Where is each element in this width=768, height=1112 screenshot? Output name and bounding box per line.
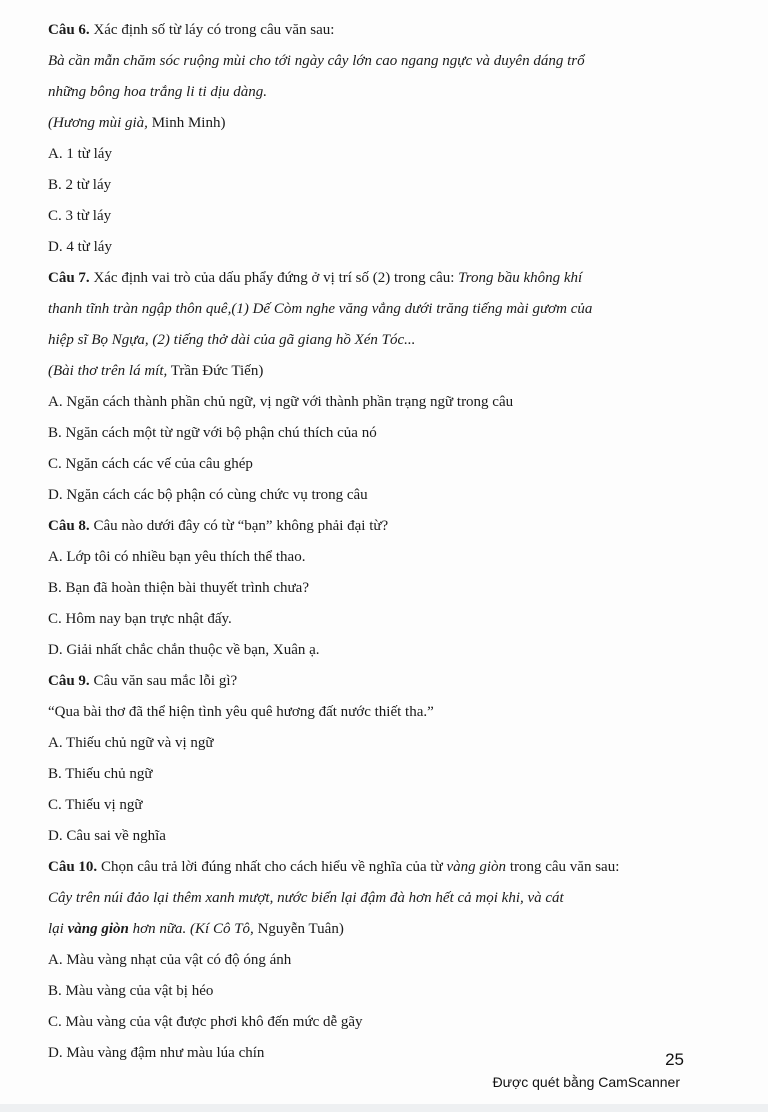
- question-number: Câu 6.: [48, 22, 90, 38]
- question-10-source: (Kí Cô Tô,: [186, 921, 254, 937]
- answer-option: A. Lớp tôi có nhiều bạn yêu thích thể thao.: [48, 549, 306, 565]
- question-6-prompt: Câu 6. Xác định số từ láy có trong câu văn sau:: [48, 22, 335, 38]
- scanner-watermark: Được quét bằng CamScanner: [492, 1074, 680, 1090]
- exam-content: [48, 20, 738, 1074]
- question-6-quote: những bông hoa trắng li ti dịu dàng.: [48, 84, 268, 100]
- question-number: Câu 9.: [48, 673, 90, 689]
- answer-option: A. 1 từ láy: [48, 146, 112, 162]
- question-9-quote: “Qua bài thơ đã thể hiện tình yêu quê hương đất nước thiết tha.”: [48, 704, 434, 720]
- question-7-source: (Bài thơ trên lá mít, Trần Đức Tiến): [48, 363, 264, 379]
- page-number: 25: [665, 1050, 684, 1069]
- question-7-quote: thanh tĩnh tràn ngập thôn quê,(1) Dế Còm nghe văng vẳng dưới trăng tiếng mài gươm của: [48, 301, 593, 317]
- answer-option: C. Thiếu vị ngữ: [48, 797, 143, 813]
- answer-option: A. Thiếu chủ ngữ và vị ngữ: [48, 735, 214, 751]
- answer-option: C. 3 từ láy: [48, 208, 112, 224]
- question-6-quote: Bà cần mẫn chăm sóc ruộng mùi cho tới ngày cây lớn cao ngang ngực và duyên dáng trổ: [48, 53, 585, 69]
- question-number: Câu 10.: [48, 859, 98, 875]
- answer-option: B. 2 từ láy: [48, 177, 112, 193]
- question-9-prompt: Câu 9. Câu văn sau mắc lỗi gì?: [48, 673, 238, 689]
- question-number: Câu 7.: [48, 270, 90, 286]
- answer-option: A. Ngăn cách thành phần chủ ngữ, vị ngữ với thành phần trạng ngữ trong câu: [48, 394, 514, 410]
- question-7-prompt: Câu 7. Xác định vai trò của dấu phẩy đứng ở vị trí số (2) trong câu: Trong bầu không khí: [48, 270, 583, 286]
- answer-option: D. Giải nhất chắc chắn thuộc về bạn, Xuân ạ.: [48, 642, 320, 658]
- answer-option: C. Màu vàng của vật được phơi khô đến mức dễ gãy: [48, 1014, 363, 1030]
- answer-option: D. Ngăn cách các bộ phận có cùng chức vụ trong câu: [48, 487, 368, 503]
- answer-option: D. 4 từ láy: [48, 239, 112, 255]
- question-number: Câu 8.: [48, 518, 90, 534]
- question-8-prompt: Câu 8. Câu nào dưới đây có từ “bạn” không phải đại từ?: [48, 518, 389, 534]
- answer-option: A. Màu vàng nhạt của vật có độ óng ánh: [48, 952, 292, 968]
- page-bottom-edge: [0, 1104, 768, 1112]
- answer-option: B. Màu vàng của vật bị héo: [48, 983, 214, 999]
- answer-option: B. Bạn đã hoàn thiện bài thuyết trình chưa?: [48, 580, 309, 596]
- question-10-prompt: Câu 10. Chọn câu trả lời đúng nhất cho cách hiểu về nghĩa của từ vàng giòn trong câu văn sau:: [48, 859, 620, 875]
- answer-option: C. Ngăn cách các vế của câu ghép: [48, 456, 253, 472]
- question-10-quote: lại vàng giòn hơn nữa. (Kí Cô Tô, Nguyễn Tuân): [48, 921, 344, 937]
- answer-option: D. Màu vàng đậm như màu lúa chín: [48, 1045, 265, 1061]
- question-6-source: (Hương mùi già, Minh Minh): [48, 115, 226, 131]
- answer-option: B. Ngăn cách một từ ngữ với bộ phận chú thích của nó: [48, 425, 377, 441]
- question-10-quote: Cây trên núi đảo lại thêm xanh mượt, nước biển lại đậm đà hơn hết cả mọi khi, và cát: [48, 890, 564, 906]
- question-7-quote: hiệp sĩ Bọ Ngựa, (2) tiếng thở dài của gã giang hồ Xén Tóc...: [48, 332, 416, 348]
- answer-option: D. Câu sai về nghĩa: [48, 828, 166, 844]
- answer-option: C. Hôm nay bạn trực nhật đấy.: [48, 611, 232, 627]
- answer-option: B. Thiếu chủ ngữ: [48, 766, 153, 782]
